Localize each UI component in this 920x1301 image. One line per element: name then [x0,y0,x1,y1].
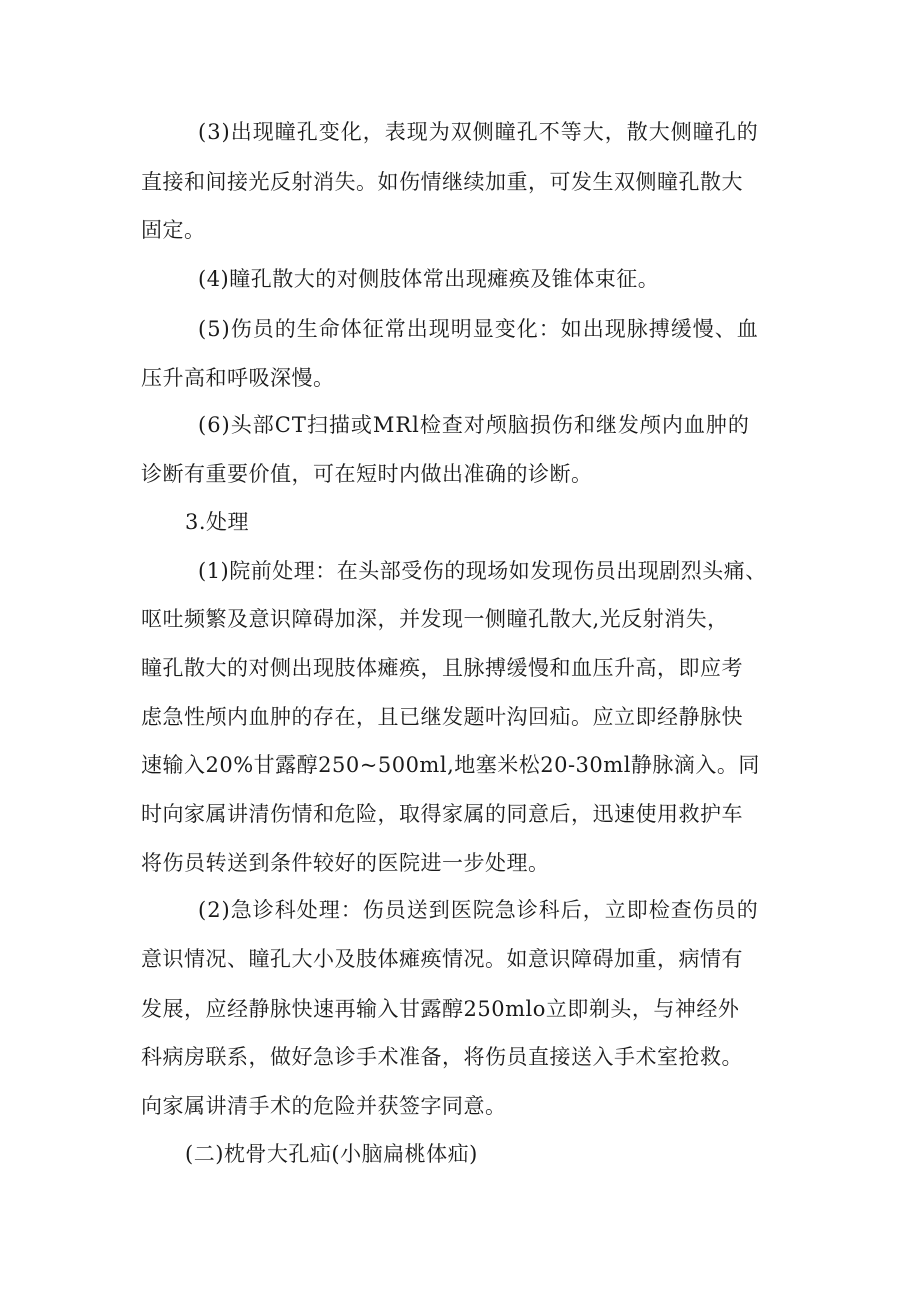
paragraph-6-line-1: (6)头部CT扫描或MRl检查对颅脑损伤和继发颅内血肿的 [198,413,750,437]
treatment-1-line-2: 呕吐频繁及意识障碍加深，并发现一侧瞳孔散大,光反射消失， [141,607,729,631]
treatment-2-line-3: 发展，应经静脉快速再输入甘露醇250mlo立即剃头，与神经外 [141,997,740,1021]
paragraph-6-line-2: 诊断有重要价值，可在短时内做出准确的诊断。 [141,462,593,486]
treatment-1-line-5: 速输入20%甘露醇250~500ml,地塞米松20-30ml静脉滴入。同 [141,753,760,777]
section-heading-2: (二)枕骨大孔疝(小脑扁桃体疝) [185,1142,478,1166]
paragraph-4-line-1: (4)瞳孔散大的对侧肢体常出现瘫痪及锥体束征。 [198,267,660,291]
paragraph-3-line-1: (3)出现瞳孔变化，表现为双侧瞳孔不等大，散大侧瞳孔的 [198,120,759,144]
treatment-1-line-7: 将伤员转送到条件较好的医院进一步处理。 [141,851,550,875]
paragraph-3-line-3: 固定。 [141,218,206,242]
treatment-2-line-1: (2)急诊科处理：伤员送到医院急诊科后，立即检查伤员的 [198,898,759,922]
paragraph-5-line-2: 压升高和呼吸深慢。 [141,366,335,390]
treatment-1-line-3: 瞳孔散大的对侧出现肢体瘫痪，且脉搏缓慢和血压升高，即应考 [141,656,743,680]
treatment-1-line-1: (1)院前处理：在头部受伤的现场如发现伤员出现剧烈头痛、 [198,559,767,583]
treatment-2-line-4: 科病房联系，做好急诊手术准备，将伤员直接送入手术室抢救。 [141,1045,743,1069]
treatment-1-line-4: 虑急性颅内血肿的存在，且已继发题叶沟回疝。应立即经静脉快 [141,705,743,729]
treatment-2-line-5: 向家属讲清手术的危险并获签字同意。 [141,1094,507,1118]
treatment-1-line-6: 时向家属讲清伤情和危险，取得家属的同意后，迅速使用救护车 [141,802,743,826]
treatment-2-line-2: 意识情况、瞳孔大小及肢体瘫痪情况。如意识障碍加重，病情有 [141,947,743,971]
section-heading-3: 3.处理 [185,510,250,534]
paragraph-5-line-1: (5)伤员的生命体征常出现明显变化：如出现脉搏缓慢、血 [198,317,759,341]
paragraph-3-line-2: 直接和间接光反射消失。如伤情继续加重，可发生双侧瞳孔散大 [141,170,743,194]
